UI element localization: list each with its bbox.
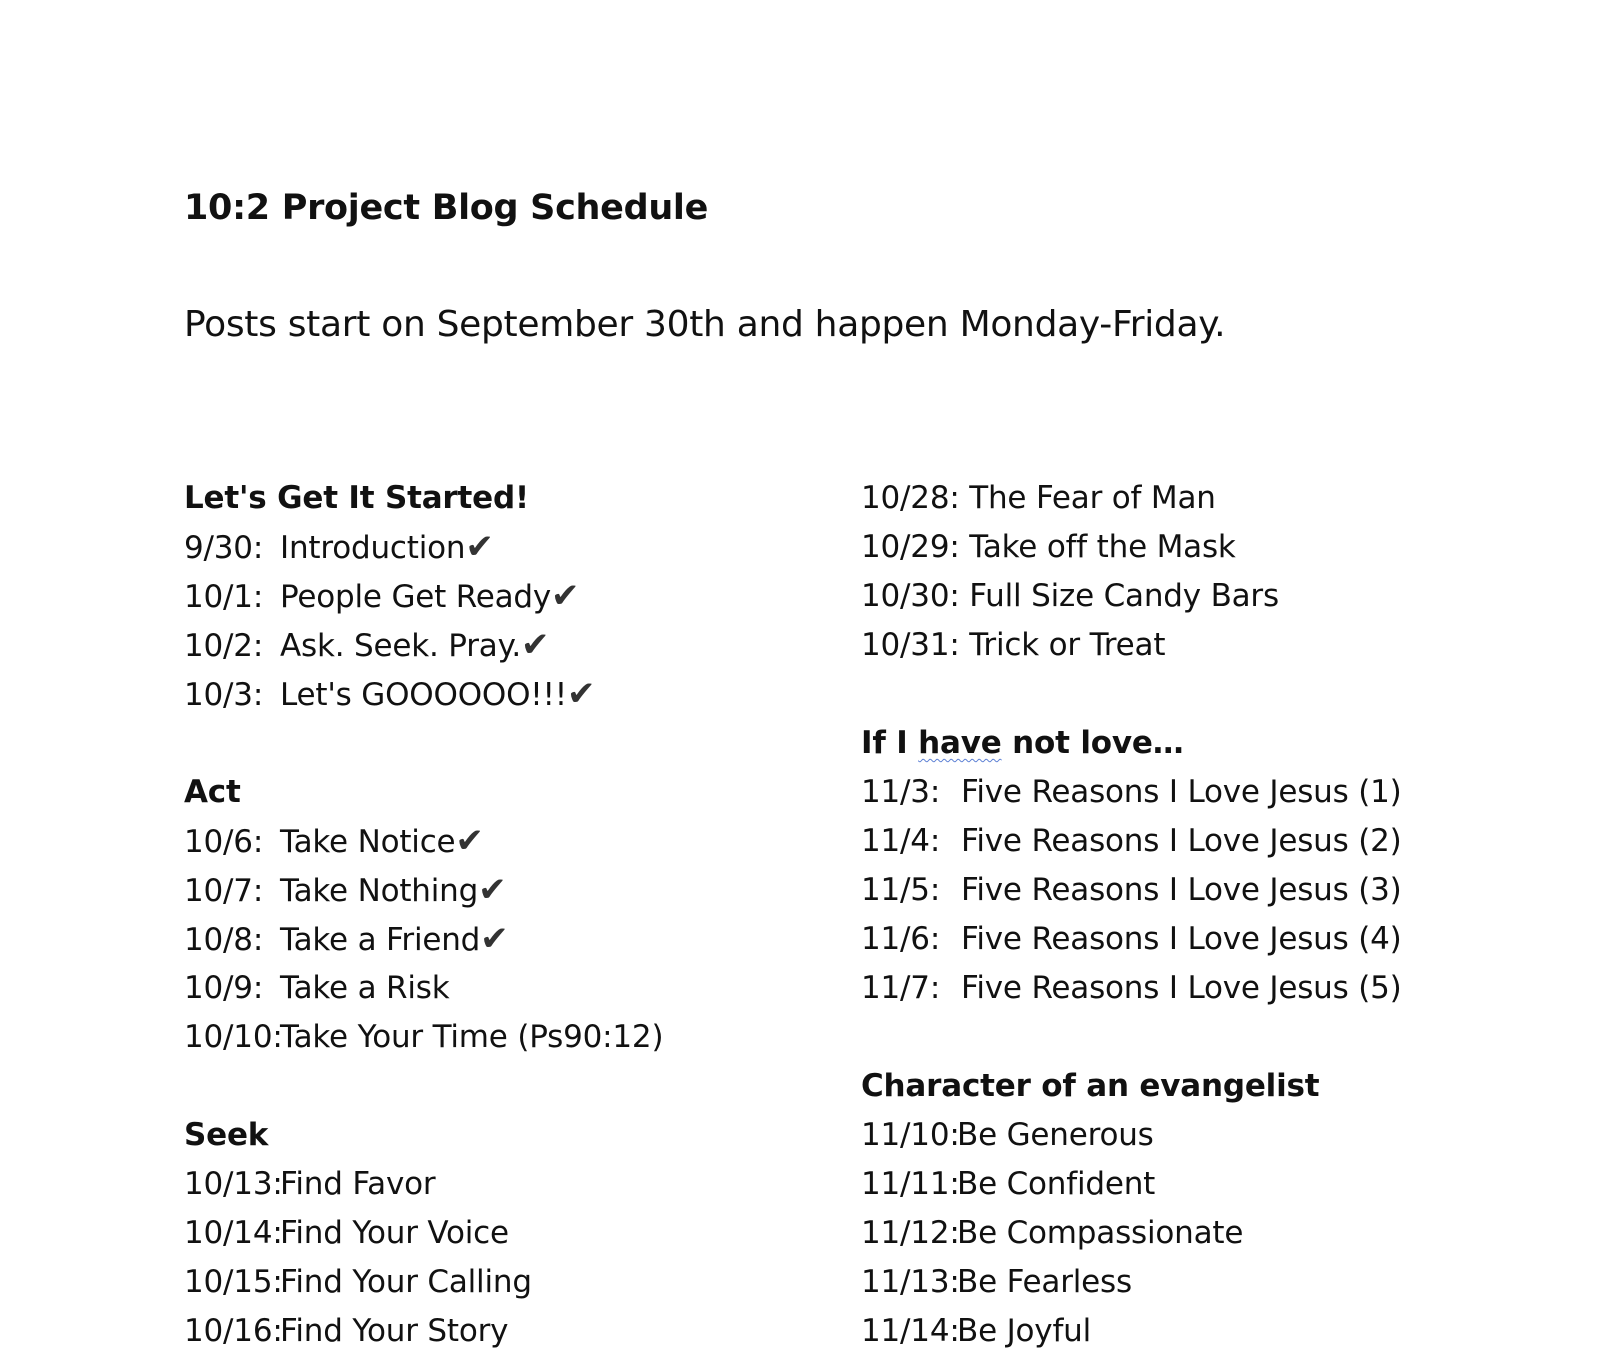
blank-line (184, 1062, 663, 1111)
item-date: 10/30: (861, 578, 960, 614)
item-title: Full Size Candy Bars (969, 578, 1279, 614)
schedule-item (184, 1258, 663, 1307)
blank-line (861, 670, 1402, 719)
checkmark-icon: ✔ (480, 919, 509, 959)
schedule-item (184, 621, 663, 670)
item-title: Be Fearless (957, 1264, 1132, 1300)
item-title: Find Your Voice (280, 1215, 509, 1251)
item-title: Five Reasons I Love Jesus (3) (961, 872, 1402, 908)
section-heading-character: Character of an evangelist (861, 1068, 1320, 1104)
love-items (861, 768, 1402, 1013)
item-title: Be Generous (957, 1117, 1154, 1153)
item-date: 10/10: (184, 1019, 283, 1055)
item-date: 10/6: (184, 824, 264, 860)
schedule-item (184, 866, 663, 915)
schedule-item (184, 915, 663, 964)
item-date: 11/5: (861, 872, 941, 908)
schedule-item (861, 866, 1402, 915)
section-heading-love (861, 719, 1402, 768)
schedule-item (861, 523, 1402, 572)
item-date: 10/14: (184, 1215, 283, 1251)
item-date: 10/31: (861, 627, 960, 663)
page-title: 10:2 Project Blog Schedule (184, 188, 709, 228)
item-title: Take Notice (280, 824, 456, 860)
schedule-item (861, 817, 1402, 866)
item-title: Be Compassionate (957, 1215, 1244, 1251)
schedule-item (861, 1209, 1402, 1258)
item-title: People Get Ready (280, 579, 551, 615)
section-heading-seek: Seek (184, 1117, 269, 1153)
item-date: 10/1: (184, 579, 264, 615)
checkmark-icon: ✔ (567, 674, 596, 714)
item-title: Trick or Treat (969, 627, 1166, 663)
schedule-item (861, 621, 1402, 670)
schedule-item (861, 964, 1402, 1013)
item-date: 10/15: (184, 1264, 283, 1300)
schedule-item (861, 768, 1402, 817)
item-date: 10/8: (184, 922, 264, 958)
schedule-item (861, 474, 1402, 523)
item-title: Take off the Mask (969, 529, 1236, 565)
schedule-item (184, 523, 663, 572)
item-title: The Fear of Man (969, 480, 1216, 516)
schedule-item (184, 670, 663, 719)
item-title: Five Reasons I Love Jesus (1) (961, 774, 1402, 810)
right-column (861, 474, 1402, 1356)
item-date: 11/7: (861, 970, 941, 1006)
schedule-item (861, 1160, 1402, 1209)
item-title: Find Your Calling (280, 1264, 532, 1300)
item-title: Take Nothing (280, 873, 479, 909)
schedule-note: Posts start on September 30th and happen Monday-Friday. (184, 304, 1226, 345)
heading-text: If I (861, 725, 919, 761)
schedule-item (861, 915, 1402, 964)
blank-line (184, 719, 663, 768)
item-date: 11/10: (861, 1117, 960, 1153)
item-title: Take a Friend (280, 922, 481, 958)
item-title: Take Your Time (Ps90:12) (280, 1019, 664, 1055)
item-date: 11/4: (861, 823, 941, 859)
item-title: Find Your Story (280, 1313, 509, 1349)
character-items (861, 1111, 1402, 1356)
schedule-item (184, 1013, 663, 1062)
section-heading-act: Act (184, 774, 241, 810)
schedule-item (184, 1160, 663, 1209)
schedule-item (861, 1258, 1402, 1307)
heading-text: not love… (1001, 725, 1184, 761)
item-title: Take a Risk (280, 970, 450, 1006)
item-date: 11/11: (861, 1166, 960, 1202)
item-date: 10/9: (184, 970, 264, 1006)
item-title: Let's GOOOOOO!!! (280, 677, 567, 713)
item-title: Be Confident (957, 1166, 1156, 1202)
item-title: Five Reasons I Love Jesus (5) (961, 970, 1402, 1006)
item-date: 10/2: (184, 628, 264, 664)
item-date: 10/16: (184, 1313, 283, 1349)
item-title: Five Reasons I Love Jesus (4) (961, 921, 1402, 957)
schedule-item (184, 817, 663, 866)
schedule-item (861, 1307, 1402, 1356)
item-date: 9/30: (184, 530, 264, 566)
checkmark-icon: ✔ (465, 527, 494, 567)
item-date: 10/13: (184, 1166, 283, 1202)
schedule-item (184, 964, 663, 1013)
schedule-item (184, 1307, 663, 1356)
item-date: 10/28: (861, 480, 960, 516)
checkmark-icon: ✔ (455, 821, 484, 861)
item-title: Introduction (280, 530, 466, 566)
item-date: 10/7: (184, 873, 264, 909)
item-date: 11/14: (861, 1313, 960, 1349)
schedule-item (184, 1209, 663, 1258)
schedule-item (861, 1111, 1402, 1160)
schedule-item (861, 572, 1402, 621)
item-title: Find Favor (280, 1166, 436, 1202)
item-title: Be Joyful (957, 1313, 1092, 1349)
item-date: 10/3: (184, 677, 264, 713)
checkmark-icon: ✔ (520, 625, 550, 665)
left-column (184, 474, 663, 1356)
spellcheck-marked-word[interactable]: have (918, 725, 1002, 761)
item-title: Ask. Seek. Pray. (280, 628, 521, 664)
item-date: 11/6: (861, 921, 941, 957)
item-date: 11/13: (861, 1264, 960, 1300)
checkmark-icon: ✔ (478, 870, 507, 910)
checkmark-icon: ✔ (551, 576, 580, 616)
item-date: 11/3: (861, 774, 941, 810)
item-date: 11/12: (861, 1215, 960, 1251)
schedule-item (184, 572, 663, 621)
item-date: 10/29: (861, 529, 960, 565)
blank-line (861, 1013, 1402, 1062)
item-title: Five Reasons I Love Jesus (2) (961, 823, 1402, 859)
section-heading-started: Let's Get It Started! (184, 480, 529, 516)
